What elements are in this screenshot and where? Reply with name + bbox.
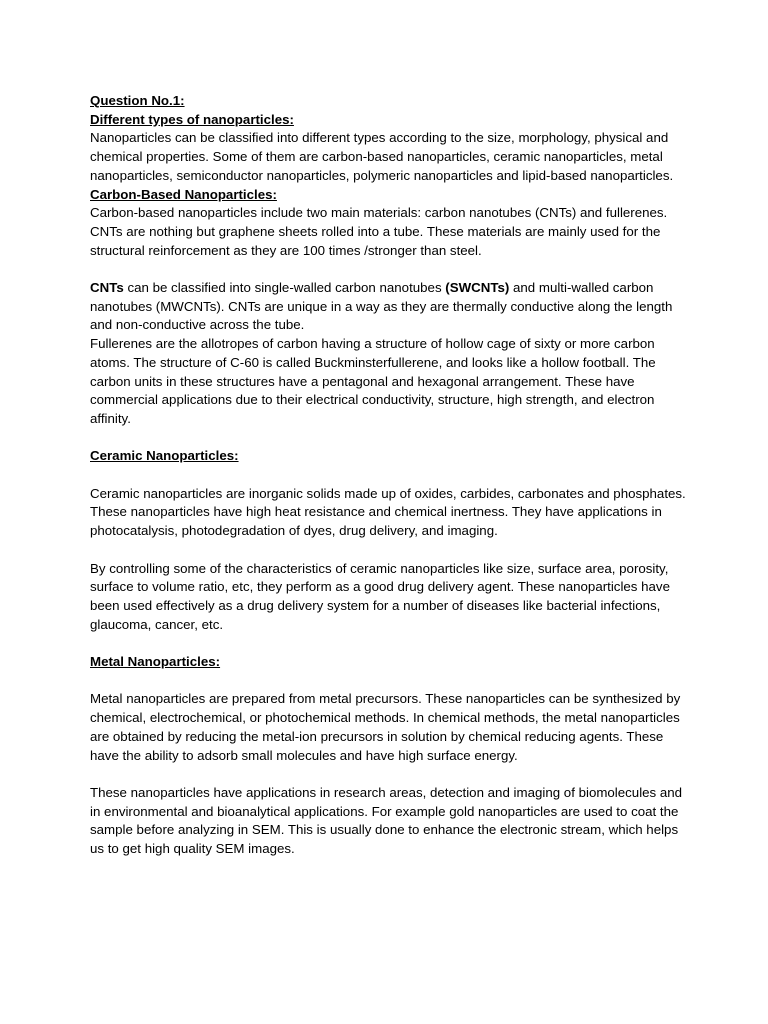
blank-line (90, 541, 690, 560)
swcnts-bold: (SWCNTs) (445, 280, 510, 296)
carbon-paragraph-2 (90, 279, 690, 335)
section-heading-carbon: Carbon-Based Nanoparticles: (90, 186, 277, 202)
question-title: Question No.1: (90, 93, 185, 108)
carbon-paragraph-3: Fullerenes are the allotropes of carbon having a structure of hollow cage of sixty or more carbon atoms. The structure of C-60 is called Buckminsterfullerene, and looks like a hollow football. The carbon units in these structures have a pentagonal and hexagonal arrangement. These have commercial applications due to their electrical conductivity, structure, high strength, and electron affinity. (90, 336, 656, 426)
blank-line (90, 429, 690, 448)
cnts-text-1: can be classified into single-walled carbon nanotubes (123, 280, 446, 296)
blank-line (90, 260, 690, 279)
blank-line (90, 634, 690, 653)
ceramic-paragraph-1: Ceramic nanoparticles are inorganic solids made up of oxides, carbides, carbonates and phosphates. These nanoparticles have high heat resistance and chemical inertness. They have applications in photocatalysis, photodegradation of dyes, drug delivery, and imaging. (90, 485, 686, 539)
carbon-paragraph-1: Carbon-based nanoparticles include two main materials: carbon nanotubes (CNTs) and fullerenes. CNTs are nothing but graphene sheets rolled into a tube. These materials are mainly used for the structural reinforcement as they are 100 times /stronger than steel. (90, 205, 668, 258)
ceramic-paragraph-2: By controlling some of the characteristics of ceramic nanoparticles like size, surface area, porosity, surface to volume ratio, etc, they perform as a good drug delivery agent. These nanoparticles have been used effectively as a drug delivery system for a number of diseases like bacterial infections, glaucoma, cancer, etc. (90, 560, 670, 632)
section-heading-metal: Metal Nanoparticles: (90, 654, 221, 670)
blank-line (90, 765, 690, 784)
blank-line (90, 672, 690, 691)
metal-paragraph-1: Metal nanoparticles are prepared from metal precursors. These nanoparticles can be synthesized by chemical, electrochemical, or photochemical methods. In chemical methods, the metal nanoparticles are obtained by reducing the metal-ion precursors in solution by chemical reducing agents. These have the ability to adsorb small molecules and have high surface energy. (90, 691, 681, 763)
cnts-text-2: and multi-walled carbon nanotubes (MWCNTs). CNTs are unique in a way as they are thermally conductive along the length and non-conductive across the tube. (90, 280, 673, 333)
metal-paragraph-2: These nanoparticles have applications in research areas, detection and imaging of biomolecules and in environmental and bioanalytical applications. For example gold nanoparticles are used to coat the sample before analyzing in SEM. This is usually done to enhance the electronic stream, which helps us to get high quality SEM images. (90, 784, 683, 857)
cnts-bold: CNTs (90, 280, 124, 296)
section-heading-ceramic: Ceramic Nanoparticles: (90, 448, 239, 464)
document-page (90, 92, 690, 859)
intro-paragraph: Nanoparticles can be classified into different types according to the size, morphology, physical and chemical properties. Some of them are carbon-based nanoparticles, ceramic nanoparticles, metal nanoparticles, semiconductor nanoparticles, polymeric nanoparticles and lipid-based nanoparticles. (90, 130, 674, 183)
section-heading-types: Different types of nanoparticles: (90, 111, 294, 127)
blank-line (90, 466, 690, 485)
